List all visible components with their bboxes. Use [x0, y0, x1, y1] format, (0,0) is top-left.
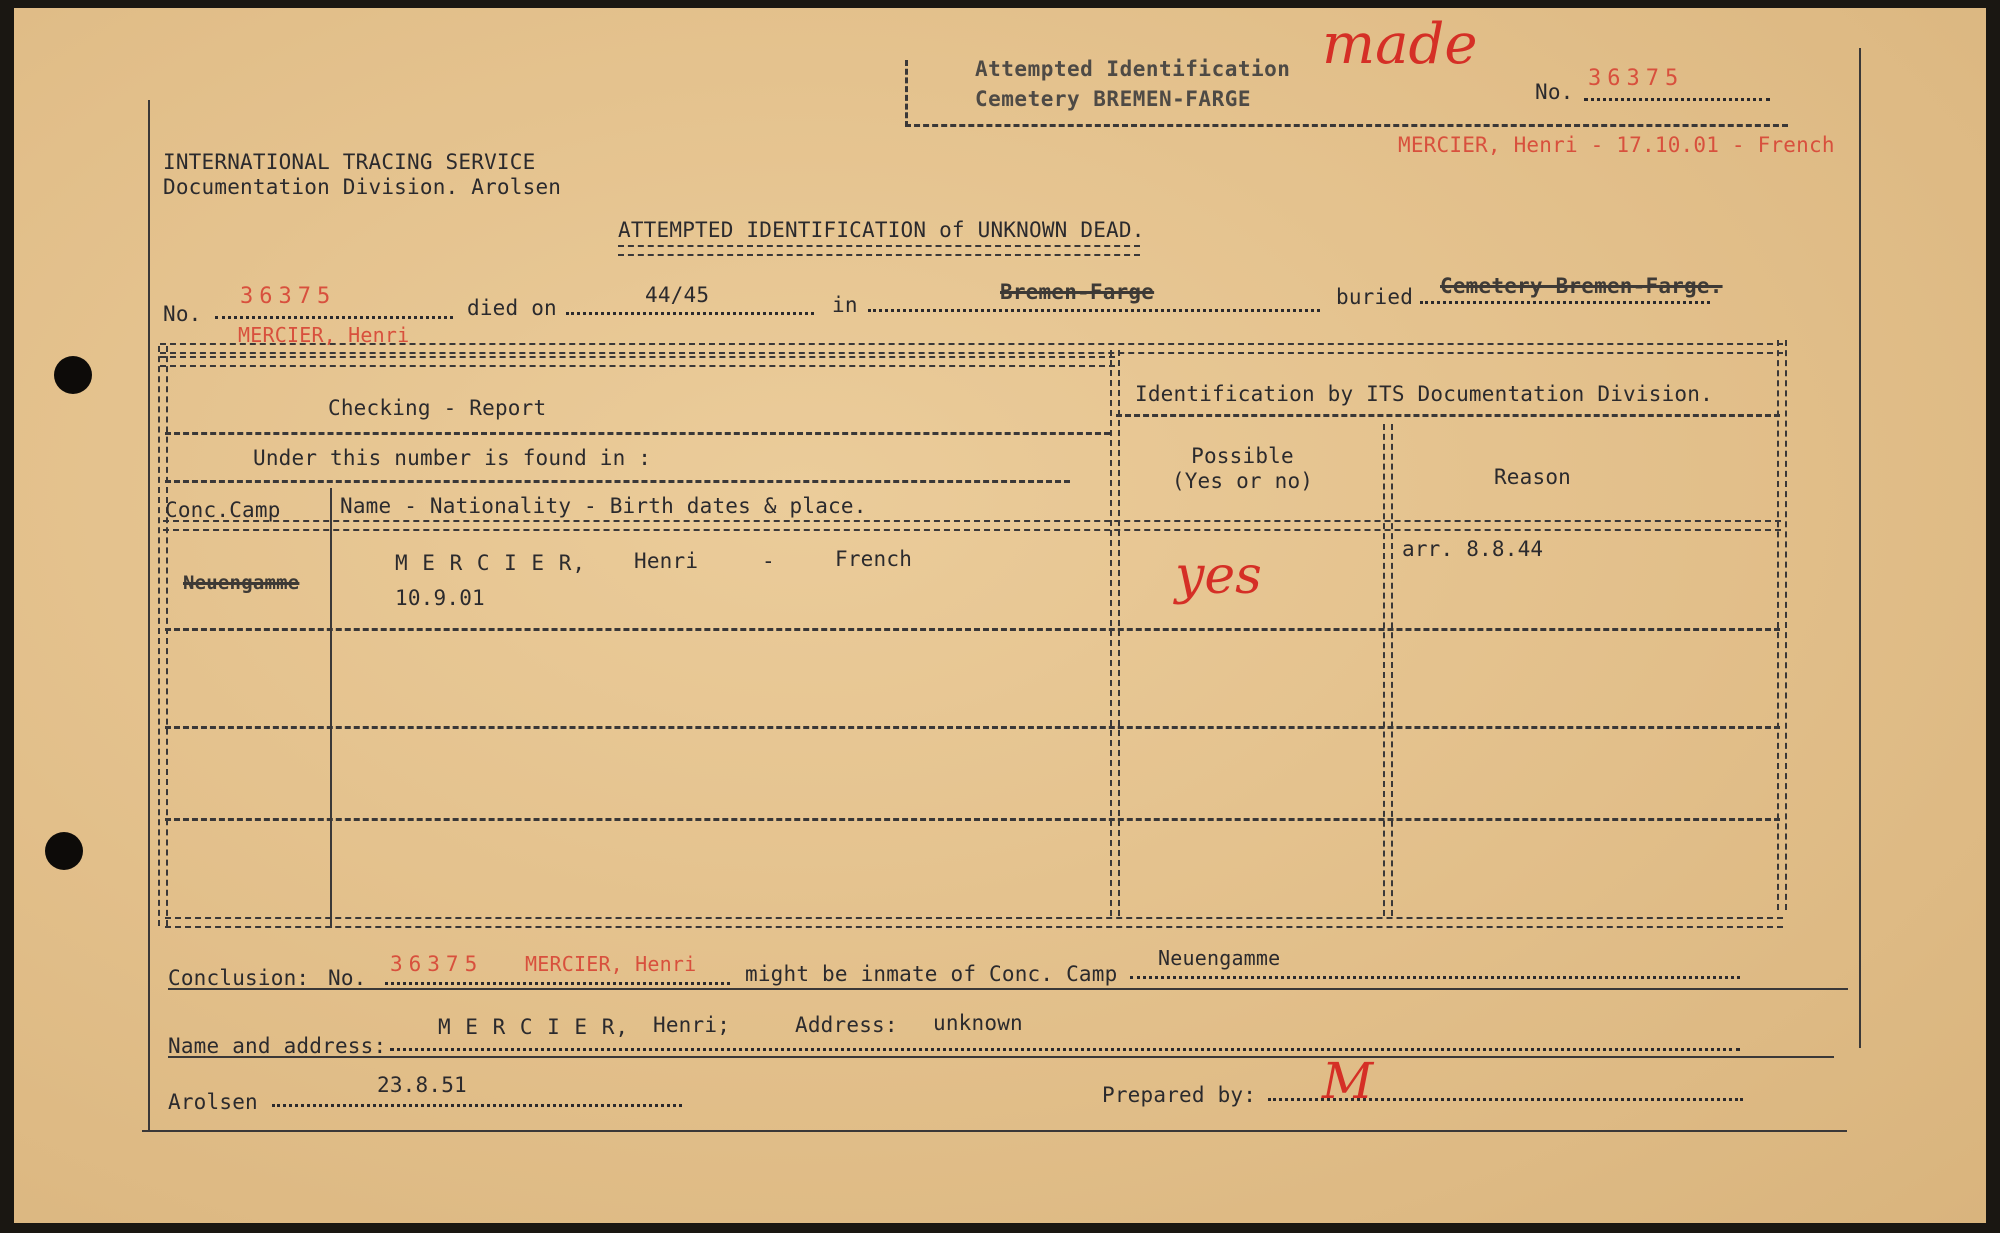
col-camp-header: Conc.Camp — [165, 498, 281, 522]
conclusion-camp: Neuengamme — [1158, 946, 1281, 970]
footer-date-dots — [272, 1086, 682, 1107]
org-line-1: INTERNATIONAL TRACING SERVICE — [163, 150, 536, 174]
name-address-firstname: Henri; — [653, 1013, 731, 1037]
prepared-by-label: Prepared by: — [1102, 1083, 1257, 1107]
punch-hole-bottom — [45, 832, 83, 870]
col-name-header: Name - Nationality - Birth dates & place. — [340, 494, 867, 518]
yes-or-no-header: (Yes or no) — [1171, 469, 1314, 493]
checking-report-header: Checking - Report — [328, 396, 547, 420]
record-no-value: 36375 — [240, 284, 337, 309]
row1-camp: Neuengamme — [183, 572, 300, 594]
footer-place: Arolsen — [168, 1090, 258, 1114]
row1-possible-yes: yes — [1175, 546, 1262, 606]
right-frame-line — [1859, 48, 1861, 1048]
buried-value: Cemetery Bremen-Farge. — [1440, 274, 1723, 298]
header-divider-right — [1116, 414, 1780, 417]
conclusion-middle-text: might be inmate of Conc. Camp — [745, 962, 1118, 986]
top-number-label: No. — [1535, 80, 1574, 104]
died-value: 44/45 — [645, 283, 710, 307]
address-label: Address: — [795, 1013, 898, 1037]
row2-bottom-line — [165, 726, 1780, 729]
name-address-surname: M E R C I E R, — [438, 1015, 630, 1039]
row1-firstname: Henri — [634, 549, 699, 573]
conclusion-name: MERCIER, Henri — [525, 952, 697, 976]
prepared-by-initial: M — [1322, 1052, 1374, 1110]
stamp-line-1: Attempted Identification — [975, 57, 1291, 81]
reason-header: Reason — [1493, 465, 1572, 489]
table-right-border — [1777, 340, 1787, 910]
punch-hole-top — [54, 356, 92, 394]
row1-dash: - — [762, 549, 775, 573]
title-text: ATTEMPTED IDENTIFICATION of UNKNOWN DEAD. — [618, 218, 1145, 242]
table-second-border — [160, 356, 1115, 367]
in-value: Bremen-Farge — [1000, 280, 1155, 304]
buried-label: buried — [1336, 285, 1414, 309]
handwritten-made: made — [1322, 12, 1478, 77]
title-underline — [618, 245, 1140, 256]
conclusion-no-value: 36375 — [390, 952, 484, 976]
bottom-frame-line — [142, 1130, 1847, 1132]
document-title — [618, 218, 1145, 242]
row1-nationality: French — [835, 547, 913, 571]
row1-birth: 10.9.01 — [395, 586, 485, 610]
table-reason-divider — [1383, 424, 1393, 916]
table-bottom-border — [165, 917, 1783, 928]
table-top-border — [160, 343, 1783, 354]
red-header: MERCIER, Henri - 17.10.01 - French — [1398, 133, 1835, 157]
under-number-line — [165, 480, 1070, 483]
address-value: unknown — [933, 1011, 1023, 1035]
conclusion-no-label: No. — [328, 966, 367, 990]
top-number-value: 36375 — [1588, 66, 1685, 91]
left-frame-line — [148, 100, 150, 1130]
table-camp-divider — [330, 488, 332, 928]
org-line-2: Documentation Division. Arolsen — [163, 175, 562, 199]
footer-date: 23.8.51 — [377, 1073, 467, 1097]
table-middle-divider — [1110, 350, 1120, 916]
conclusion-label: Conclusion: — [168, 966, 310, 990]
under-number-text: Under this number is found in : — [253, 446, 652, 470]
name-address-rule — [168, 1056, 1834, 1058]
row1-surname: M E R C I E R, — [395, 551, 587, 575]
header-divider-left — [165, 432, 1110, 435]
record-red-name: MERCIER, Henri — [238, 323, 410, 347]
identification-header: Identification by ITS Documentation Division. — [1135, 382, 1713, 406]
row1-reason: arr. 8.8.44 — [1402, 537, 1544, 561]
row3-bottom-line — [165, 818, 1780, 821]
died-label: died on — [467, 296, 557, 320]
conclusion-rule — [168, 988, 1848, 990]
possible-header: Possible — [1191, 444, 1294, 468]
in-label: in — [832, 293, 858, 317]
stamp-line-2: Cemetery BREMEN-FARGE — [975, 87, 1252, 111]
record-no-label: No. — [163, 302, 202, 326]
name-address-label: Name and address: — [168, 1034, 387, 1058]
row1-bottom-line — [165, 628, 1780, 631]
column-header-border — [163, 520, 1781, 531]
